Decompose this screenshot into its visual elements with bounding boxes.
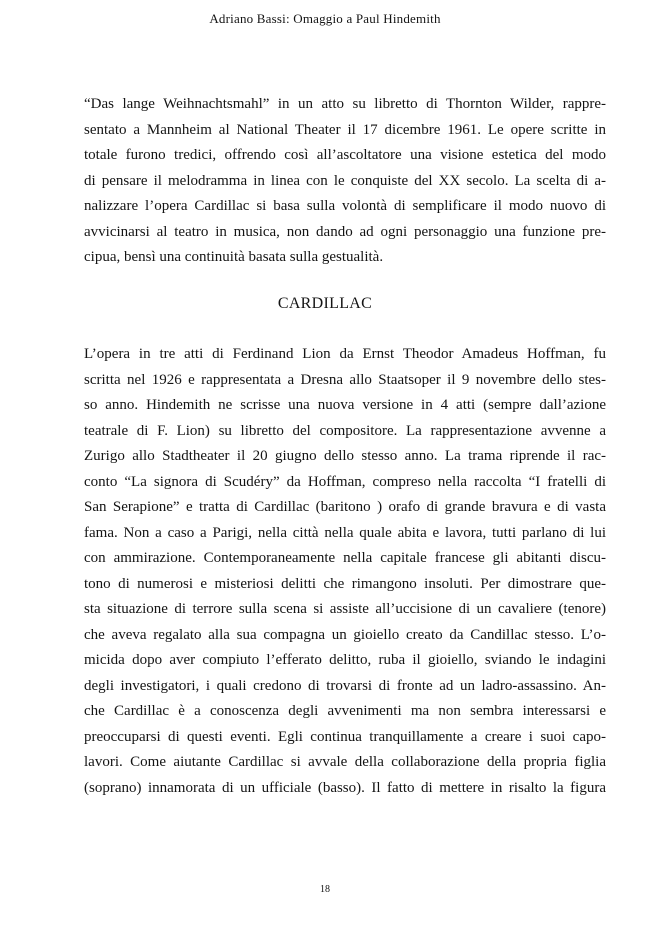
paragraph-line: scritta nel 1926 e rappresentata a Dresna allo Staatsoper il 9 novembre dello stes-	[84, 371, 606, 388]
paragraph-line: San Serapione” e tratta di Cardillac (baritono ) orafo di grande bravura e di vasta	[84, 499, 606, 515]
paragraph-line: che Cardillac è a conoscenza degli avvenimenti ma non sembra interessarsi e	[84, 703, 606, 719]
paragraph-line: sta situazione di terrore sulla scena si assiste all’uccisione di un cavaliere (tenore)	[84, 601, 606, 617]
paragraph-line: totale furono tredici, offrendo così all’ascoltatore una visione estetica del modo	[84, 147, 606, 163]
paragraph-line: “Das lange Weihnachtsmahl” in un atto su libretto di Thornton Wilder, rappre-	[84, 96, 606, 112]
paragraph-line: tono di numerosi e misteriosi delitti che rimangono insoluti. Per dimostrare que-	[84, 575, 606, 592]
paragraph-line: con ammirazione. Contemporaneamente nella capitale francese gli abitanti discu-	[84, 550, 606, 566]
paragraph-line: L’opera in tre atti di Ferdinand Lion da Ernst Theodor Amadeus Hoffman, fu	[84, 346, 606, 362]
paragraph-line: avvicinarsi al teatro in musica, non dando ad ogni personaggio una funzione pre-	[84, 223, 606, 240]
paragraph-line: che aveva regalato alla sua compagna un gioiello creato da Candillac stesso. L’o-	[84, 626, 606, 643]
intro-paragraph	[84, 92, 606, 271]
running-header: Adriano Bassi: Omaggio a Paul Hindemith	[209, 11, 441, 26]
paragraph-line: sentato a Mannheim al National Theater il 17 dicembre 1961. Le opere scritte in	[84, 121, 606, 138]
paragraph-line: Zurigo allo Stadtheater il 20 giugno dello stesso anno. La trama riprende il rac-	[84, 448, 606, 464]
paragraph-line: di pensare il melodramma in linea con le conquiste del XX secolo. La scelta di a-	[84, 172, 606, 189]
paragraph-line: degli investigatori, i quali credono di trovarsi di fronte ad un ladro-assassino. An-	[84, 677, 606, 694]
paragraph-line: micida dopo aver compiuto l’efferato delitto, ruba il gioiello, sviando le indagini	[84, 652, 606, 668]
paragraph-line: lavori. Come aiutante Cardillac si avvale della collaborazione della propria figlia	[84, 754, 606, 770]
paragraph-line: so anno. Hindemith ne scrisse una nuova versione in 4 atti (sempre dall’azione	[84, 397, 606, 413]
paragraph-line: cipua, bensì una continuità basata sulla gestualità.	[84, 249, 384, 265]
paragraph-line: preoccuparsi di questi eventi. Egli continua tranquillamente a creare i suoi capo-	[84, 728, 606, 745]
section-heading: CARDILLAC	[277, 295, 373, 312]
paragraph-line: fama. Non a caso a Parigi, nella città nella quale abita e lavora, tutti parlano di lui	[84, 524, 606, 541]
paragraph-line: (soprano) innamorata di un ufficiale (basso). Il fatto di mettere in risalto la figura	[84, 779, 606, 796]
cardillac-paragraph	[84, 342, 606, 801]
page-number: 18	[320, 884, 330, 895]
paragraph-line: conto “La signora di Scudéry” da Hoffman, compreso nella raccolta “I fratelli di	[84, 473, 606, 490]
paragraph-line: nalizzare l’opera Cardillac si basa sulla volontà di semplificare il modo nuovo di	[84, 198, 606, 214]
paragraph-line: teatrale di F. Lion) su libretto del compositore. La rappresentazione avvenne a	[84, 422, 606, 439]
